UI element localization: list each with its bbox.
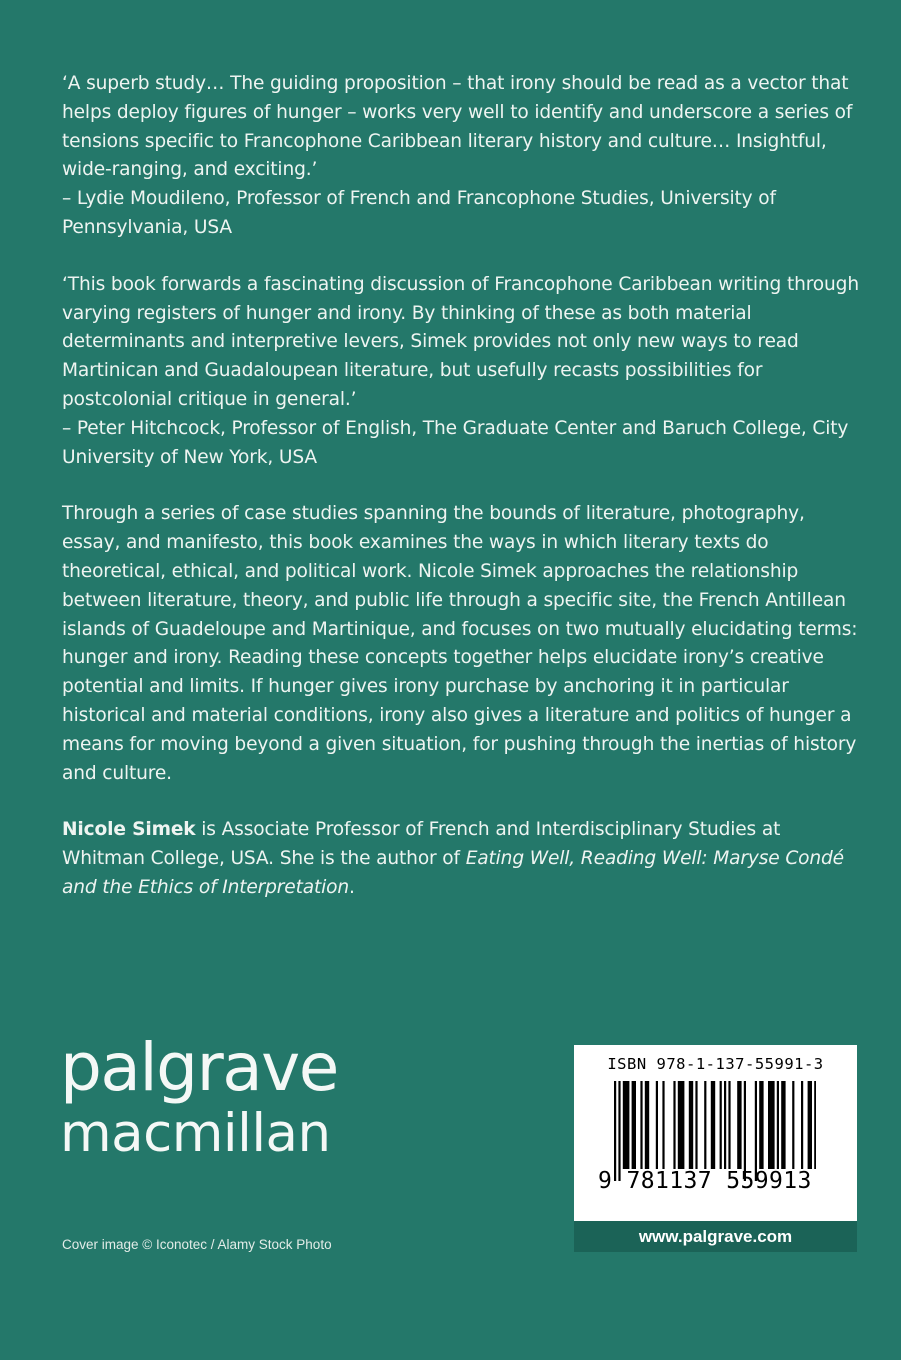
review-quote-2	[62, 271, 862, 473]
barcode-bar	[744, 1081, 746, 1181]
description-text: Through a series of case studies spanning the bounds of literature, photography, essay, and manifesto, this book examines the ways in which literary texts do theoretical, ethical, and political work. Nicole Simek approaches the relationship between literature, theory, and public life through a specific site, the French Antillean islands of Guadeloupe and Martinique, and focuses on two mutually elucidating terms: hunger and irony. Reading these concepts together helps elucidate irony’s creative potential and limits. If hunger gives irony purchase by anchoring it in particular historical and material conditions, irony also gives a literature and politics of hunger a means for moving beyond a given situation, for pushing through the inertias of history and culture.	[62, 503, 858, 784]
isbn-label: ISBN 978-1-137-55991-3	[607, 1055, 824, 1073]
author-bio-text: is Associate Professor of French and Interdisciplinary Studies at Whitman College, USA. She is the author of	[62, 819, 781, 870]
barcode-bar	[645, 1081, 649, 1169]
quote-1-attribution: – Lydie Moudileno, Professor of French and Francophone Studies, University of Pennsylvania, USA	[62, 188, 776, 238]
barcode-bar	[720, 1081, 722, 1169]
barcode-bar	[704, 1081, 706, 1169]
cover-text	[62, 70, 862, 931]
barcode-bar	[759, 1081, 763, 1169]
barcode-bar	[781, 1081, 785, 1169]
barcode-bar	[711, 1081, 715, 1169]
barcode-bar	[777, 1081, 779, 1169]
author-book-title: Eating Well, Reading Well: Maryse Condé and the Ethics of Interpretation	[62, 848, 844, 898]
review-quote-1	[62, 70, 862, 243]
barcode-bars	[614, 1081, 816, 1181]
barcode-bar	[808, 1081, 812, 1169]
publisher-url: www.palgrave.com	[574, 1221, 857, 1252]
author-bio-end: .	[349, 876, 355, 898]
publisher-logo-line2: macmillan	[60, 1103, 331, 1164]
barcode-bar	[618, 1081, 620, 1181]
barcode-bar	[614, 1081, 616, 1181]
barcode-bar	[673, 1081, 675, 1169]
barcode-bar	[678, 1081, 685, 1169]
barcode-bar	[656, 1081, 658, 1169]
barcode-digits: 9 781137 559913	[598, 1168, 812, 1194]
author-bio	[62, 816, 862, 902]
cover-image-credit: Cover image © Iconotec / Alamy Stock Photo	[62, 1237, 332, 1252]
quote-2-text: ‘This book forwards a fascinating discussion of Francophone Caribbean writing through varying registers of hunger and irony. By thinking of these as both material determinants and interpretive levers, Simek provides not only new ways to read Martinican and Guadaloupean literature, but usefully recasts possibilities for postcolonial critique in general.’	[62, 273, 859, 410]
publisher-logo-line1: palgrave	[60, 1029, 338, 1106]
barcode-bar	[755, 1081, 757, 1181]
barcode-bar	[768, 1081, 775, 1169]
isbn-barcode-box	[574, 1045, 857, 1252]
barcode-bar	[814, 1081, 816, 1169]
barcode-bar	[728, 1081, 730, 1169]
barcode-bar	[662, 1081, 664, 1169]
barcode-bar	[737, 1081, 741, 1169]
quote-2-attribution: – Peter Hitchcock, Professor of English, The Graduate Center and Baruch College, City University of New York, USA	[62, 417, 849, 468]
barcode-bar	[632, 1081, 636, 1169]
author-name: Nicole Simek	[62, 819, 196, 841]
barcode-bar	[640, 1081, 642, 1169]
barcode-bar	[724, 1081, 726, 1169]
barcode-bar	[689, 1081, 693, 1169]
barcode-bar	[623, 1081, 630, 1169]
barcode-bar	[801, 1081, 803, 1169]
publisher-logo	[60, 1029, 338, 1164]
barcode-bar	[792, 1081, 794, 1169]
quote-1-text: ‘A superb study… The guiding proposition – that irony should be read as a vector that helps deploy figures of hunger – works very well to identify and underscore a series of tensions specific to Francophone Caribbean literary history and culture… Insightful, wide-ranging, and exciting.’	[62, 73, 853, 181]
barcode-bar	[695, 1081, 697, 1169]
book-description	[62, 500, 862, 788]
